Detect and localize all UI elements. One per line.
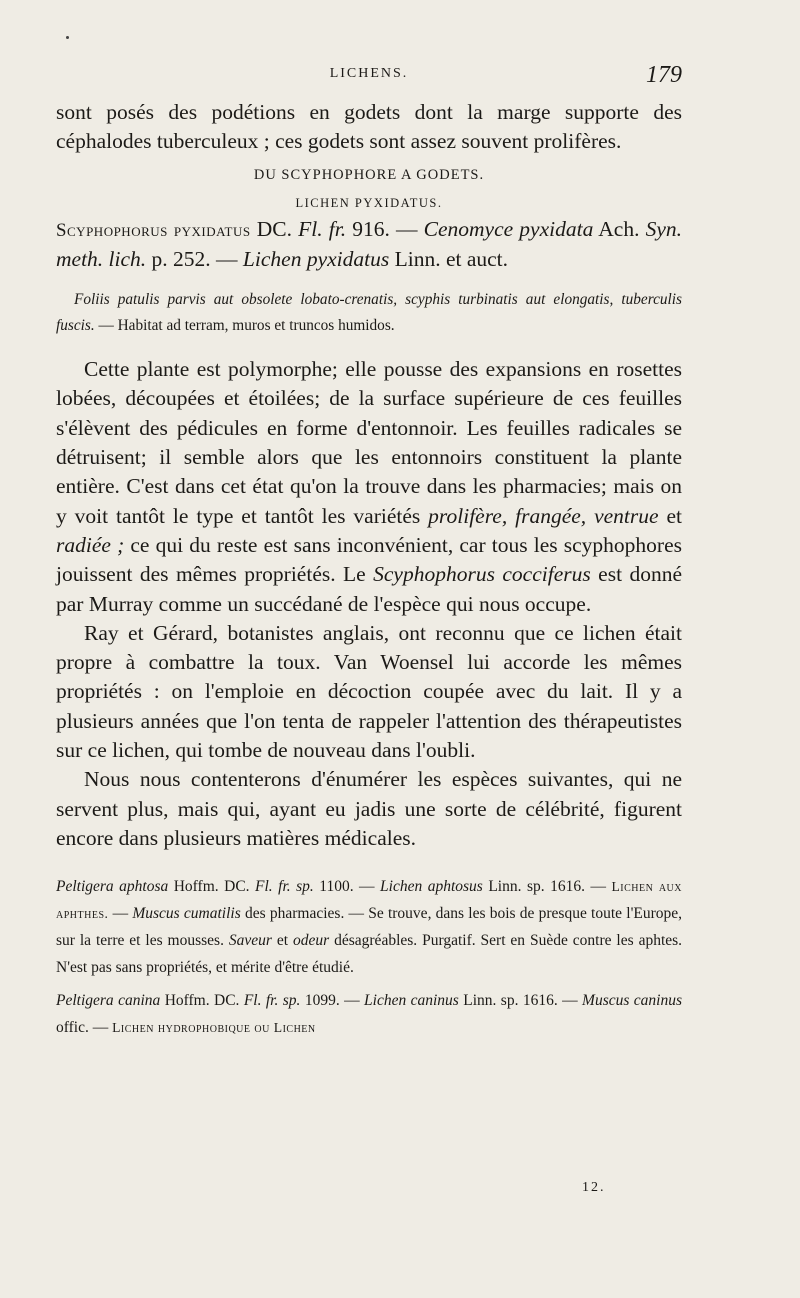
synonym-ref2: Syn. meth. lich.	[56, 216, 683, 271]
para1-species: Scyphophorus cocciferus	[373, 562, 591, 587]
para1-c: est donné par Murray comme un succédané de l'espèce qui nous occupe.	[56, 562, 683, 616]
paragraph-history: Ray et Gérard, botanistes anglais, ont reconnu que ce lichen était propre à combattre la toux. Van Woensel lui accorde les mêmes propriétés : on l'emploie en décoction coupée avec du lait. Il y a plusieurs années que l'on tenta de rappeler l'attention des thérapeutistes sur ce lichen, qui tombe de nouveau dans l'oubli.	[56, 620, 682, 763]
species-muscus: Muscus caninus	[582, 992, 683, 1010]
species-synonym: Lichen aphtosus	[380, 878, 483, 896]
synonym-ref: Fl. fr.	[298, 216, 347, 241]
intro-paragraph: sont posés des podétions en godets dont la marge supporte des céphalodes tuberculeux ; ces godets sont assez souvent prolifères.	[56, 100, 682, 154]
species-name: Peltigera aphtosa	[56, 878, 169, 896]
synonymy	[56, 215, 682, 275]
species-entry	[56, 873, 682, 981]
species-authority: Hoffm. DC.	[173, 878, 250, 896]
section-heading: DU SCYPHOPHORE A GODETS.	[253, 166, 485, 183]
paragraph-description	[56, 355, 682, 619]
latin-name-heading: LICHEN PYXIDATUS.	[295, 195, 443, 210]
species-common-name: Lichen aux aphthes.	[56, 879, 682, 922]
species-num: 1099. —	[304, 992, 360, 1010]
book-page	[56, 62, 682, 1047]
species-dash: —	[112, 905, 129, 923]
running-head	[56, 62, 682, 98]
species-common-name: Lichen hydrophobique ou Lichen	[112, 1020, 316, 1036]
species-saveur: Saveur	[228, 932, 272, 950]
species-muscus: Muscus cumatilis	[132, 905, 241, 923]
habitat-text: — Habitat ad terram, muros et truncos humidos.	[98, 317, 395, 335]
species-num: 1100. —	[319, 878, 375, 896]
ink-speck	[66, 36, 69, 39]
species-et: et	[276, 932, 289, 950]
species-ref: Fl. fr. sp.	[255, 878, 314, 896]
species-odeur: odeur	[293, 932, 330, 950]
species-synonym-authority: Linn. sp. 1616. —	[463, 992, 578, 1010]
synonym-cenomyce: Cenomyce pyxidata	[423, 216, 594, 241]
para1-variety2: radiée ;	[56, 532, 125, 557]
species-properties: désagréables. Purgatif. Sert en Suède contre les aphtes. N'est pas sans propriétés, et mérite d'être étudié.	[56, 932, 683, 977]
para1-variety1: prolifère, frangée, ventrue	[428, 503, 659, 528]
diagnosis-text: Foliis patulis parvis aut obsolete lobato-crenatis, scyphis turbinatis aut elongatis, tuberculis fuscis.	[56, 291, 682, 335]
latin-diagnosis	[56, 287, 682, 339]
para1-a: Cette plante est polymorphe; elle pousse des expansions en rosettes lobées, découpées et étoilées; de la surface supérieure de ces feuilles s'élèvent des pédicules en forme d'entonnoir. Les feuilles radicales se détruisent; il semble alors que les entonnoirs constituent la plante entière. C'est dans cet état qu'on la trouve dans les pharmacies; mais on y voit tantôt le type et tantôt les variétés	[56, 357, 682, 528]
page-number: 179	[646, 62, 682, 88]
species-synonym: Lichen caninus	[364, 992, 459, 1010]
synonym-lichen: Lichen pyxidatus	[242, 246, 390, 271]
species-synonym-authority: Linn. sp. 1616. —	[488, 878, 606, 896]
synonym-author3: Linn. et auct.	[394, 246, 509, 271]
synonym-author2: Ach.	[598, 216, 640, 241]
paragraph-enumeration: Nous nous contenterons d'énumérer les espèces suivantes, qui ne servent plus, mais qui, ayant eu jadis une sorte de célébrité, figurent encore dans plusieurs matières médicales.	[56, 767, 682, 850]
signature-mark: 12.	[582, 1180, 606, 1195]
para1-et: et	[666, 503, 682, 528]
species-authority: Hoffm. DC.	[164, 992, 240, 1010]
running-title: LICHENS.	[329, 66, 409, 81]
synonym-genus: Scyphophorus pyxidatus	[56, 219, 251, 241]
synonym-author: DC.	[256, 216, 292, 241]
para1-b: ce qui du reste est sans inconvénient, car tous les scyphophores jouissent des mêmes propriétés. Le	[56, 532, 682, 587]
species-habitat: des pharmacies. — Se trouve, dans les bois de presque toute l'Europe, sur la terre et les mousses.	[56, 905, 682, 950]
species-ref: Fl. fr. sp.	[243, 992, 301, 1010]
species-list	[56, 873, 682, 1041]
synonym-num: 916. —	[352, 216, 418, 241]
synonym-num2: p. 252. —	[151, 246, 238, 271]
species-entry	[56, 987, 682, 1041]
species-offic: offic. —	[56, 1019, 109, 1037]
species-name: Peltigera canina	[56, 992, 161, 1010]
